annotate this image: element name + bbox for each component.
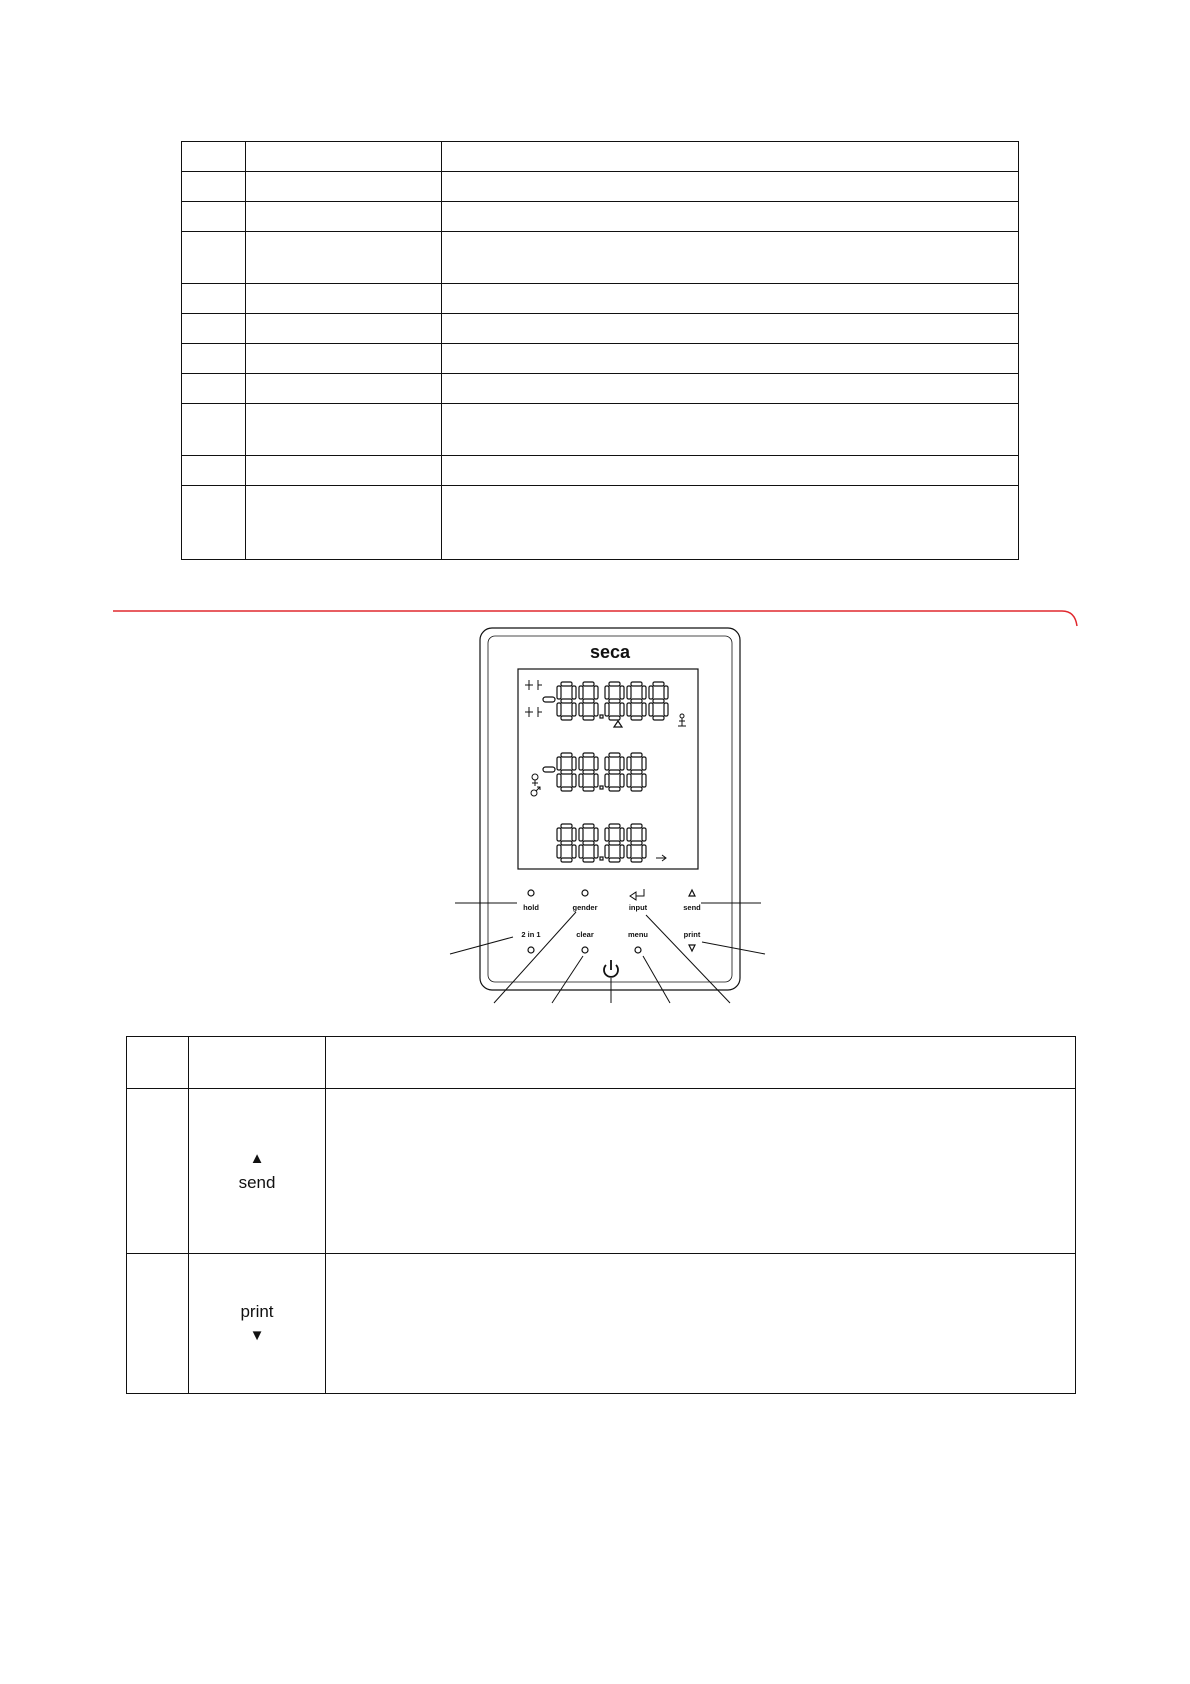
lcd-segment bbox=[631, 753, 642, 757]
up-arrow-icon: ▲ bbox=[249, 1150, 265, 1167]
hold-button[interactable]: hold bbox=[523, 903, 539, 912]
lcd-segment bbox=[609, 858, 620, 862]
lcd-segment bbox=[609, 716, 620, 720]
send-button[interactable]: send bbox=[683, 903, 701, 912]
lcd-segment bbox=[609, 770, 620, 774]
lcd-segment bbox=[642, 703, 646, 716]
print-key-label: print bbox=[240, 1301, 274, 1321]
lcd-segment bbox=[557, 686, 561, 699]
lcd-segment bbox=[627, 845, 631, 858]
lcd-segment bbox=[642, 845, 646, 858]
lcd-segment bbox=[631, 858, 642, 862]
menu-button[interactable]: menu bbox=[627, 930, 649, 939]
table-header-row bbox=[127, 1037, 1076, 1089]
gender-led bbox=[582, 890, 588, 896]
lcd-segment bbox=[631, 841, 642, 845]
lcd-segment bbox=[620, 703, 624, 716]
two-in-one-led bbox=[528, 947, 534, 953]
lcd-segment bbox=[620, 757, 624, 770]
lcd-segment bbox=[609, 699, 620, 703]
lcd-segment bbox=[561, 841, 572, 845]
lcd-digits bbox=[557, 682, 668, 862]
lcd-segment bbox=[631, 770, 642, 774]
lcd-segment bbox=[594, 686, 598, 699]
lcd-segment bbox=[631, 824, 642, 828]
power-button-icon[interactable] bbox=[604, 960, 618, 977]
lcd-segment bbox=[627, 774, 631, 787]
lcd-decimal-point bbox=[600, 857, 603, 860]
lcd-segment bbox=[631, 787, 642, 791]
lcd-segment bbox=[561, 682, 572, 686]
lcd-segment bbox=[557, 774, 561, 787]
mother-child-icon bbox=[678, 714, 686, 726]
lcd-segment bbox=[594, 703, 598, 716]
lcd-segment bbox=[609, 841, 620, 845]
lcd-segment bbox=[572, 828, 576, 841]
lcd-segment bbox=[583, 699, 594, 703]
lcd-segment bbox=[594, 774, 598, 787]
lcd-segment bbox=[605, 757, 609, 770]
lcd-segment bbox=[557, 845, 561, 858]
print-button[interactable]: print bbox=[683, 930, 701, 939]
lcd-segment bbox=[609, 682, 620, 686]
lcd-segment bbox=[561, 824, 572, 828]
lcd-segment bbox=[583, 787, 594, 791]
lcd-segment bbox=[649, 686, 653, 699]
lcd-segment bbox=[664, 686, 668, 699]
lcd-segment bbox=[653, 699, 664, 703]
lcd-segment bbox=[631, 716, 642, 720]
lcd-segment bbox=[579, 828, 583, 841]
lcd-segment bbox=[653, 716, 664, 720]
enter-arrow-icon bbox=[630, 889, 644, 900]
lcd-segment bbox=[664, 703, 668, 716]
lcd-segment bbox=[579, 845, 583, 858]
table-row bbox=[127, 1089, 1076, 1254]
input-button[interactable]: input bbox=[628, 903, 648, 912]
lcd-segment bbox=[579, 774, 583, 787]
lcd-segment bbox=[594, 757, 598, 770]
lcd-segment bbox=[620, 845, 624, 858]
lcd-segment bbox=[627, 757, 631, 770]
lcd-segment bbox=[649, 703, 653, 716]
lcd-segment bbox=[583, 753, 594, 757]
lcd-segment bbox=[631, 699, 642, 703]
lcd-segment bbox=[561, 770, 572, 774]
lcd-segment bbox=[583, 824, 594, 828]
lcd-segment bbox=[583, 858, 594, 862]
lcd-segment bbox=[627, 828, 631, 841]
lcd-segment bbox=[583, 716, 594, 720]
lcd-segment bbox=[557, 757, 561, 770]
down-triangle-icon bbox=[689, 945, 695, 951]
lcd-segment bbox=[605, 703, 609, 716]
lcd-segment bbox=[642, 828, 646, 841]
lcd-segment bbox=[631, 682, 642, 686]
print-key-cell bbox=[189, 1254, 326, 1394]
lcd-segment bbox=[627, 686, 631, 699]
lcd-segment bbox=[642, 774, 646, 787]
lcd-segment bbox=[572, 757, 576, 770]
lcd-segment bbox=[605, 845, 609, 858]
lcd-segment bbox=[642, 757, 646, 770]
lcd-segment bbox=[572, 703, 576, 716]
lcd-segment bbox=[605, 686, 609, 699]
lcd-segment bbox=[627, 703, 631, 716]
lcd-segment bbox=[561, 858, 572, 862]
lcd-segment bbox=[583, 770, 594, 774]
lcd-segment bbox=[605, 774, 609, 787]
lcd-segment bbox=[579, 686, 583, 699]
lcd-segment bbox=[561, 716, 572, 720]
brand-logo: seca bbox=[589, 642, 631, 662]
lcd-segment bbox=[609, 787, 620, 791]
bmi-arrow-icon bbox=[656, 855, 666, 861]
lcd-segment bbox=[583, 682, 594, 686]
lcd-segment bbox=[561, 753, 572, 757]
menu-led bbox=[635, 947, 641, 953]
lcd-decimal-point bbox=[600, 786, 603, 789]
lcd-segment bbox=[557, 703, 561, 716]
lcd-segment bbox=[572, 686, 576, 699]
send-key-cell bbox=[189, 1089, 326, 1254]
up-triangle-icon bbox=[689, 890, 695, 896]
table-row bbox=[127, 1254, 1076, 1394]
tare-triangle-icon bbox=[614, 721, 622, 727]
lcd-segment bbox=[605, 828, 609, 841]
down-arrow-icon: ▼ bbox=[249, 1326, 265, 1344]
lcd-segment bbox=[561, 787, 572, 791]
lcd-segment bbox=[594, 828, 598, 841]
minus-indicator bbox=[543, 697, 555, 702]
lcd-segment bbox=[561, 699, 572, 703]
lcd-segment bbox=[572, 845, 576, 858]
minus-indicator bbox=[543, 767, 555, 772]
lcd-segment bbox=[579, 703, 583, 716]
lcd-segment bbox=[583, 841, 594, 845]
lcd-segment bbox=[620, 774, 624, 787]
gender-icon bbox=[531, 774, 540, 796]
two-in-one-button[interactable]: 2 in 1 bbox=[521, 930, 541, 939]
send-key-label: send bbox=[238, 1173, 276, 1192]
lcd-segment bbox=[609, 824, 620, 828]
lcd-segment bbox=[572, 774, 576, 787]
lcd-segment bbox=[653, 682, 664, 686]
lcd-segment bbox=[557, 828, 561, 841]
callout-lines bbox=[450, 903, 765, 1003]
gender-button[interactable]: gender bbox=[572, 903, 598, 912]
lcd-segment bbox=[620, 828, 624, 841]
lcd-segment bbox=[579, 757, 583, 770]
key-table bbox=[126, 1036, 1076, 1394]
lcd-segment bbox=[620, 686, 624, 699]
lcd-segment bbox=[642, 686, 646, 699]
lcd-segment bbox=[594, 845, 598, 858]
height-range-icon bbox=[525, 680, 542, 717]
clear-led bbox=[582, 947, 588, 953]
lcd-decimal-point bbox=[600, 715, 603, 718]
lcd-segment bbox=[609, 753, 620, 757]
clear-button[interactable]: clear bbox=[576, 930, 594, 939]
hold-led bbox=[528, 890, 534, 896]
